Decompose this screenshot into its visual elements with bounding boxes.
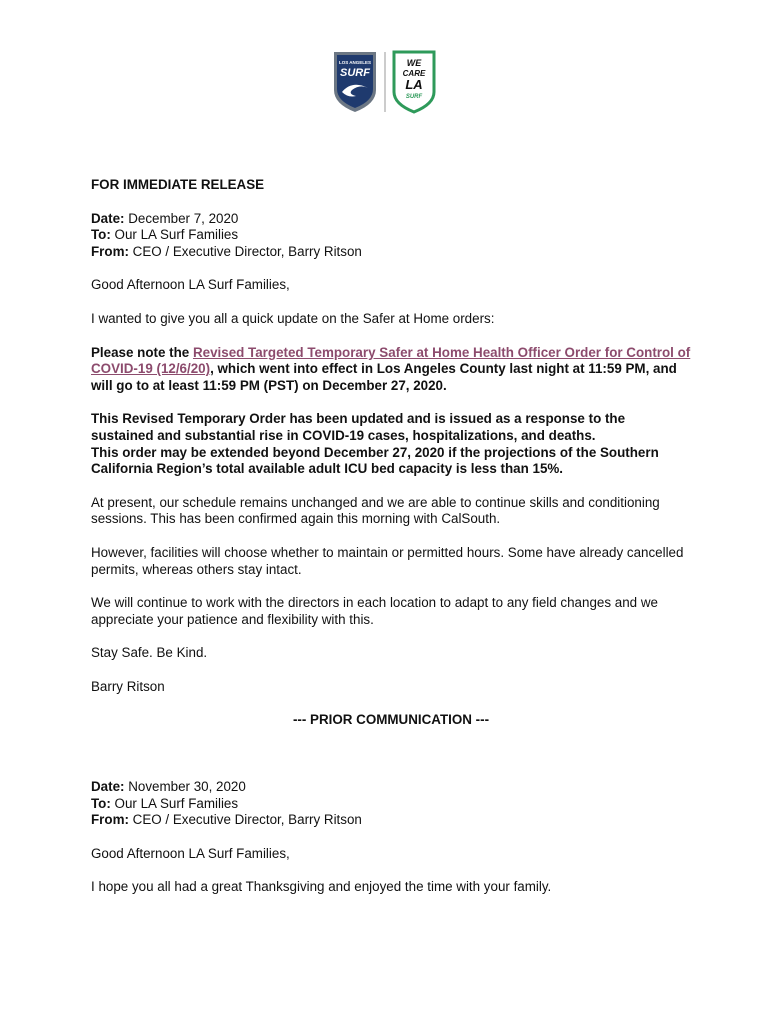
signature: Barry Ritson bbox=[91, 678, 165, 694]
prior-date-label: Date: bbox=[91, 779, 125, 795]
la-surf-logo-main-text: SURF bbox=[340, 67, 370, 79]
prior-greeting: Good Afternoon LA Surf Families, bbox=[91, 845, 290, 861]
section-spacer bbox=[91, 729, 691, 779]
we-care-line-3: LA bbox=[405, 77, 423, 92]
prior-from-label: From: bbox=[91, 812, 129, 828]
la-surf-logo bbox=[330, 46, 440, 114]
facilities-paragraph: However, facilities will choose whether to maintain or permitted hours. Some have already cancelled permits, whereas others stay intact. bbox=[91, 544, 684, 577]
prior-from-line bbox=[91, 812, 691, 829]
to-line bbox=[91, 227, 691, 244]
date-value: December 7, 2020 bbox=[124, 210, 239, 226]
from-label: From: bbox=[91, 243, 129, 259]
continue-paragraph: We will continue to work with the directors in each location to adapt to any field changes and we appreciate your patience and flexibility with this. bbox=[91, 595, 658, 627]
order-note-paragraph bbox=[91, 345, 691, 395]
we-care-la-shield-icon bbox=[394, 52, 434, 112]
date-label: Date: bbox=[91, 210, 125, 226]
prior-to-label: To: bbox=[91, 795, 111, 811]
health-officer-order-link[interactable]: Revised Targeted Temporary Safer at Home Health Officer Order for Control of COVID-19 (12/6/20) bbox=[91, 344, 691, 377]
from-value: CEO / Executive Director, Barry Ritson bbox=[128, 243, 362, 259]
order-note-prefix: Please note the bbox=[91, 344, 193, 360]
intro-paragraph: I wanted to give you all a quick update on the Safer at Home orders: bbox=[91, 310, 495, 326]
order-update-paragraph: This Revised Temporary Order has been updated and is issued as a response to the sustained and substantial rise in COVID-19 cases, hospitalizations, and deaths. bbox=[91, 411, 626, 443]
to-label: To: bbox=[91, 227, 111, 243]
to-value: Our LA Surf Families bbox=[110, 227, 239, 243]
we-care-line-4: SURF bbox=[405, 94, 423, 100]
press-release-body bbox=[91, 177, 691, 896]
prior-date-line bbox=[91, 779, 691, 796]
order-extension-paragraph: This order may be extended beyond December 27, 2020 if the projections of the Southern California Region’s total available adult ICU bed capacity is less than 15%. bbox=[91, 444, 659, 477]
header-logos bbox=[330, 46, 440, 114]
date-line bbox=[91, 211, 691, 228]
schedule-paragraph: At present, our schedule remains unchanged and we are able to continue skills and conditioning sessions. This has been confirmed again this morning with CalSouth. bbox=[91, 494, 660, 527]
prior-to-value: Our LA Surf Families bbox=[110, 795, 239, 811]
prior-body-paragraph: I hope you all had a great Thanksgiving and enjoyed the time with your family. bbox=[91, 879, 552, 895]
we-care-line-2: CARE bbox=[402, 69, 426, 78]
la-surf-shield-icon bbox=[334, 52, 376, 112]
we-care-line-1: WE bbox=[406, 58, 422, 68]
prior-from-value: CEO / Executive Director, Barry Ritson bbox=[128, 812, 362, 828]
order-note-suffix: , which went into effect in Los Angeles County last night at 11:59 PM, and will go to at least 11:59 PM (PST) on December 27, 2020. bbox=[91, 361, 677, 393]
release-heading: FOR IMMEDIATE RELEASE bbox=[91, 177, 265, 192]
la-surf-logo-small-text: LOS ANGELES bbox=[338, 60, 372, 65]
prior-to-line bbox=[91, 796, 691, 813]
prior-date-value: November 30, 2020 bbox=[124, 779, 246, 795]
from-line bbox=[91, 244, 691, 261]
greeting: Good Afternoon LA Surf Families, bbox=[91, 277, 290, 293]
stay-safe-line: Stay Safe. Be Kind. bbox=[91, 645, 208, 661]
prior-communication-divider: --- PRIOR COMMUNICATION --- bbox=[292, 712, 490, 728]
